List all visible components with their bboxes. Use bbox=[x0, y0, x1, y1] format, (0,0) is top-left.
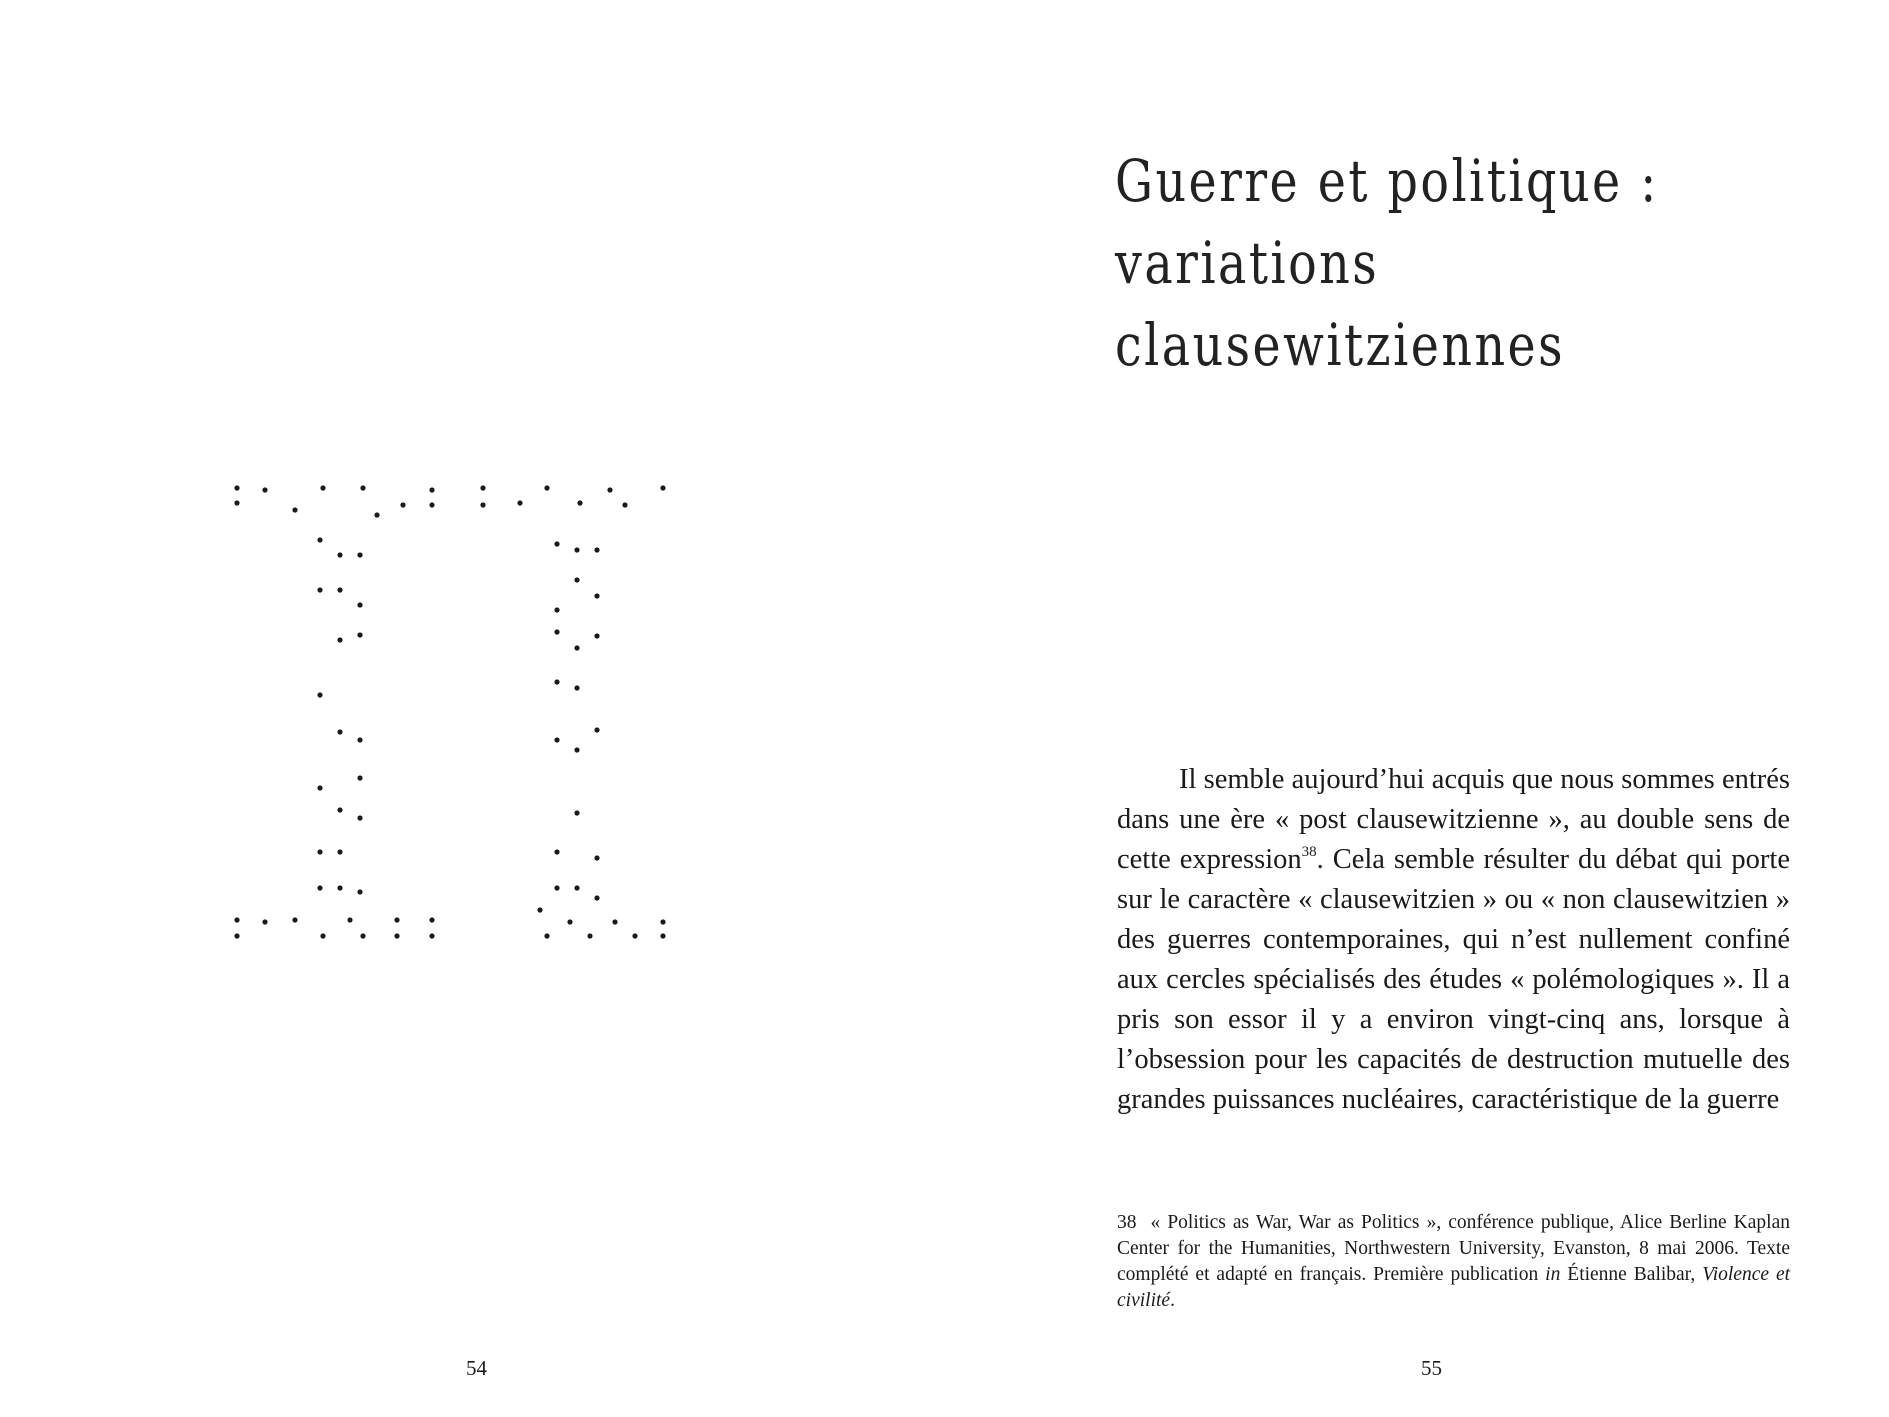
numeral-dot bbox=[632, 933, 637, 938]
numeral-dot bbox=[577, 500, 582, 505]
numeral-dot bbox=[357, 737, 362, 742]
numeral-dot bbox=[594, 727, 599, 732]
right-page bbox=[945, 0, 1889, 1417]
numeral-dot bbox=[574, 645, 579, 650]
numeral-dot bbox=[429, 917, 434, 922]
numeral-dot bbox=[347, 917, 352, 922]
numeral-dot bbox=[320, 933, 325, 938]
body-text-part-1: Il semble aujourd’hui acquis que nous sommes entrés dans une ère « post clausewitzienne », au double sens de cette expression bbox=[1117, 764, 1790, 875]
numeral-dot bbox=[357, 815, 362, 820]
numeral-dot bbox=[480, 502, 485, 507]
footnote-number: 38 bbox=[1117, 1212, 1137, 1233]
numeral-dot bbox=[612, 919, 617, 924]
body-text-part-2: . Cela semble résulter du débat qui porte sur le caractère « clausewitzien » ou « non clausewitzien » des guerres contemporaines, qui n’est nullement confiné aux cercles spécialisés des études « polémologiques ». Il a pris son essor il y a environ vingt-cinq ans, lorsque à l’obsession pour les capacités de destruction mutuelle des grandes puissances nucléaires, caractéristique de la guerre bbox=[1117, 844, 1790, 1115]
footnote bbox=[1117, 1210, 1790, 1314]
numeral-dot bbox=[544, 933, 549, 938]
numeral-dot bbox=[234, 917, 239, 922]
numeral-dot bbox=[537, 907, 542, 912]
numeral-dot bbox=[262, 487, 267, 492]
numeral-dot bbox=[594, 633, 599, 638]
footnote-reference[interactable]: 38 bbox=[1301, 844, 1317, 860]
numeral-dot bbox=[317, 692, 322, 697]
numeral-dot bbox=[554, 849, 559, 854]
numeral-dot bbox=[337, 885, 342, 890]
numeral-dot bbox=[317, 849, 322, 854]
numeral-dot bbox=[357, 889, 362, 894]
numeral-dot bbox=[574, 577, 579, 582]
chapter-title bbox=[1115, 140, 1659, 386]
numeral-dot bbox=[429, 487, 434, 492]
numeral-dot bbox=[317, 587, 322, 592]
numeral-dot bbox=[317, 785, 322, 790]
numeral-dot bbox=[337, 849, 342, 854]
page-number-right: 55 bbox=[1421, 1356, 1442, 1380]
footnote-end: . bbox=[1170, 1290, 1175, 1311]
chapter-title-line-3: clausewitziennes bbox=[1115, 311, 1566, 379]
numeral-dot bbox=[574, 885, 579, 890]
numeral-dot bbox=[292, 507, 297, 512]
numeral-dot bbox=[320, 485, 325, 490]
numeral-dot bbox=[544, 485, 549, 490]
numeral-dot bbox=[317, 537, 322, 542]
numeral-dot bbox=[360, 485, 365, 490]
numeral-dot bbox=[400, 502, 405, 507]
numeral-dot bbox=[607, 487, 612, 492]
numeral-dot bbox=[594, 855, 599, 860]
numeral-dot bbox=[554, 679, 559, 684]
numeral-dot bbox=[594, 547, 599, 552]
numeral-dot bbox=[337, 637, 342, 642]
numeral-dot bbox=[429, 502, 434, 507]
numeral-dot bbox=[337, 729, 342, 734]
numeral-dot bbox=[234, 485, 239, 490]
numeral-dot bbox=[554, 541, 559, 546]
numeral-dot bbox=[660, 933, 665, 938]
numeral-dot bbox=[574, 685, 579, 690]
footnote-text-1: « Politics as War, War as Politics », conférence publique, Alice Berline Kaplan Center for the Humanities, Northwestern University, Evanston, 8 mai 2006. Texte complété et adapté en français. Première publication bbox=[1117, 1212, 1790, 1285]
numeral-dot bbox=[480, 485, 485, 490]
numeral-dot bbox=[517, 500, 522, 505]
numeral-dot bbox=[337, 807, 342, 812]
numeral-dot bbox=[554, 629, 559, 634]
numeral-dot bbox=[554, 737, 559, 742]
numeral-dot bbox=[337, 552, 342, 557]
numeral-dot bbox=[357, 775, 362, 780]
numeral-dot bbox=[554, 885, 559, 890]
numeral-dot bbox=[594, 895, 599, 900]
numeral-dot bbox=[660, 485, 665, 490]
numeral-dot bbox=[622, 502, 627, 507]
left-page bbox=[0, 0, 944, 1417]
numeral-dot bbox=[660, 919, 665, 924]
numeral-dot bbox=[292, 917, 297, 922]
footnote-italic-title: Violence et civilité bbox=[1117, 1264, 1791, 1311]
numeral-dot bbox=[574, 810, 579, 815]
numeral-dot bbox=[567, 919, 572, 924]
footnote-text-2: Étienne Balibar, bbox=[1567, 1264, 1696, 1285]
body-paragraph bbox=[1117, 760, 1790, 1120]
numeral-dot bbox=[554, 607, 559, 612]
numeral-dot bbox=[574, 547, 579, 552]
numeral-dot bbox=[394, 933, 399, 938]
dotted-numeral-figure bbox=[225, 470, 685, 960]
numeral-dot bbox=[234, 933, 239, 938]
chapter-title-line-2: variations bbox=[1115, 229, 1380, 297]
numeral-dot bbox=[594, 593, 599, 598]
numeral-dot bbox=[574, 747, 579, 752]
numeral-dot bbox=[262, 919, 267, 924]
chapter-title-line-1: Guerre et politique : bbox=[1115, 147, 1659, 215]
numeral-dot bbox=[337, 587, 342, 592]
numeral-dot bbox=[357, 552, 362, 557]
page-number-left: 54 bbox=[466, 1356, 487, 1380]
footnote-italic-in: in bbox=[1545, 1264, 1561, 1285]
numeral-dot bbox=[394, 917, 399, 922]
numeral-dot bbox=[357, 602, 362, 607]
numeral-dot bbox=[234, 500, 239, 505]
numeral-dot bbox=[374, 512, 379, 517]
numeral-dot bbox=[317, 885, 322, 890]
numeral-dot bbox=[429, 933, 434, 938]
numeral-dot bbox=[587, 933, 592, 938]
dotted-roman-numeral-icon bbox=[225, 470, 685, 960]
numeral-dot bbox=[357, 632, 362, 637]
numeral-dot bbox=[360, 933, 365, 938]
